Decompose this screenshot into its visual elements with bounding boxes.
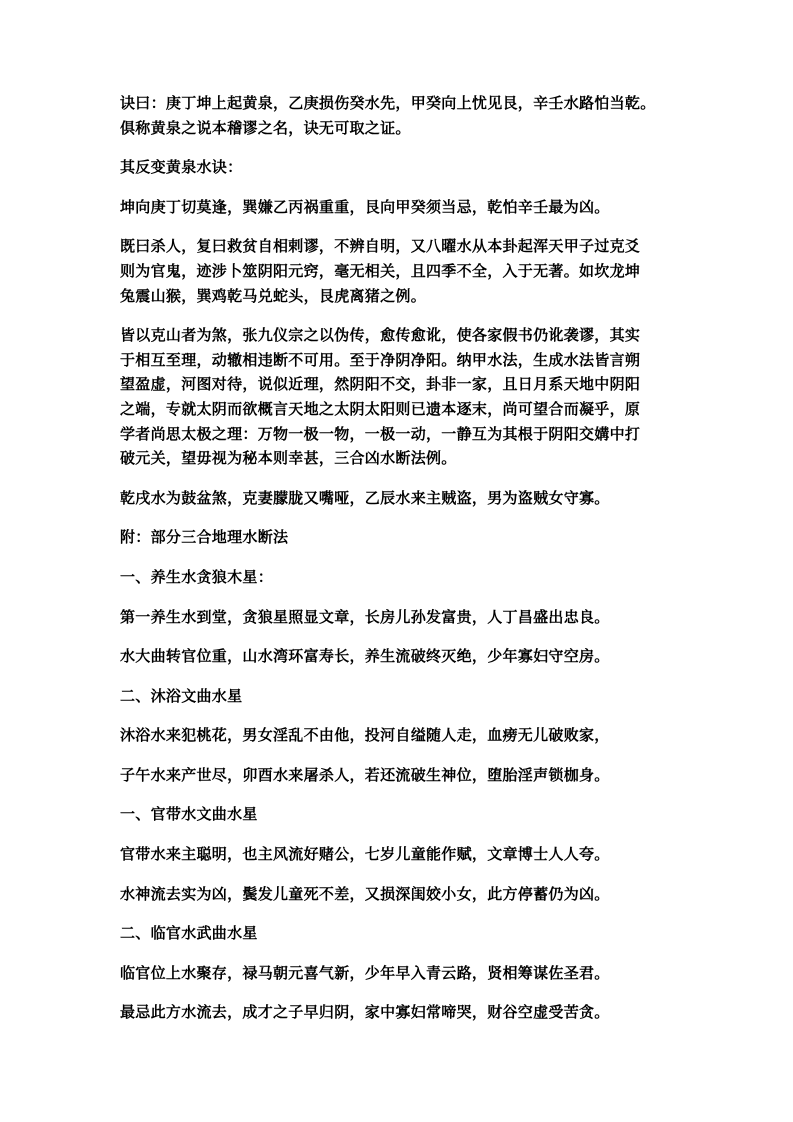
section-heading [120, 684, 675, 709]
text-line: 之端，专就太阴而欲概言天地之太阴太阳则已遗本逐末，尚可望合而凝乎，原 [120, 399, 641, 418]
verse [120, 842, 675, 867]
verse [120, 486, 675, 511]
section-heading [120, 525, 675, 550]
text-line: 坤向庚丁切莫逢，巽嫌乙丙祸重重，艮向甲癸须当忌，乾怕辛壬最为凶。 [120, 197, 610, 216]
verse [120, 605, 675, 630]
verse [120, 961, 675, 986]
text-line: 俱称黄泉之说本稽谬之名，诀无可取之证。 [120, 118, 411, 137]
text-line: 望盈虚，河图对待，说似近理，然阴阳不交，卦非一家，且日月系天地中阴阳 [120, 375, 641, 394]
text-line: 则为官鬼，迹涉卜筮阴阳元窍，毫无相关，且四季不全，入于无著。如坎龙坤 [120, 261, 641, 280]
text-line: 于相互至理，动辙相违断不可用。至于净阴净阳。纳甲水法，生成水法皆言朔 [120, 350, 641, 369]
text-line: 一、养生水贪狼木星： [120, 567, 274, 586]
text-line: 学者尚思太极之理：万物一极一物，一极一动，一静互为其根于阴阳交媾中打 [120, 424, 641, 443]
text-line: 乾戌水为鼓盆煞，克妻朦胧又嘴哑，乙辰水来主贼盗，男为盗贼女守寡。 [120, 488, 610, 507]
section-heading [120, 565, 675, 590]
text-line: 附：部分三合地理水断法 [120, 528, 289, 547]
paragraph [120, 91, 675, 140]
text-line: 水神流去实为凶，鬓发儿童死不差，又损深闺姣小女，此方停蓄仍为凶。 [120, 884, 610, 903]
text-line: 诀曰：庚丁坤上起黄泉，乙庚损伤癸水先，甲癸向上忧见艮，辛壬水路怕当乾。 [120, 94, 656, 112]
verse [120, 644, 675, 669]
section-heading [120, 921, 675, 946]
verse [120, 882, 675, 907]
text-line: 第一养生水到堂，贪狼星照显文章，长房儿孙发富贵，人丁昌盛出忠良。 [120, 607, 610, 626]
section-heading [120, 802, 675, 827]
section-heading [120, 155, 675, 180]
verse [120, 763, 675, 788]
text-line: 其反变黄泉水诀： [120, 158, 243, 177]
paragraph [120, 323, 675, 471]
verse [120, 723, 675, 748]
text-line: 二、沐浴文曲水星 [120, 686, 243, 705]
text-line: 官带水来主聪明，也主风流好赌公，七岁儿童能作赋，文章博士人人夸。 [120, 845, 610, 864]
text-line: 二、临官水武曲水星 [120, 924, 258, 943]
text-line: 水大曲转官位重，山水湾环富寿长，养生流破终灭绝，少年寡妇守空房。 [120, 647, 610, 666]
text-line: 沐浴水来犯桃花，男女淫乱不由他，投河自缢随人走，血痨无儿破败家， [120, 726, 610, 745]
text-line: 临官位上水聚存，禄马朝元喜气新，少年早入青云路，贤相筹谋佐圣君。 [120, 963, 610, 982]
paragraph [120, 234, 675, 308]
document-page [120, 91, 675, 1040]
text-line: 子午水来产世尽，卯酉水来屠杀人，若还流破生神位，堕胎淫声锁枷身。 [120, 765, 610, 784]
text-line: 破元关，望毋视为秘本则幸甚，三合凶水断法例。 [120, 449, 457, 468]
verse [120, 1000, 675, 1025]
verse [120, 195, 675, 220]
text-line: 最忌此方水流去，成才之子早归阴，家中寡妇常啼哭，财谷空虚受苦贪。 [120, 1003, 610, 1022]
text-line: 一、官带水文曲水星 [120, 805, 258, 824]
text-line: 皆以克山者为煞，张九仪宗之以伪传，愈传愈讹，使各家假书仍讹袭谬，其实 [120, 326, 641, 345]
text-line: 既曰杀人，复曰救贫自相剌谬，不辨自明，又八曜水从本卦起浑天甲子过克爻 [120, 237, 641, 256]
text-line: 兔震山猴，巽鸡乾马兑蛇头，艮虎离猪之例。 [120, 286, 427, 305]
